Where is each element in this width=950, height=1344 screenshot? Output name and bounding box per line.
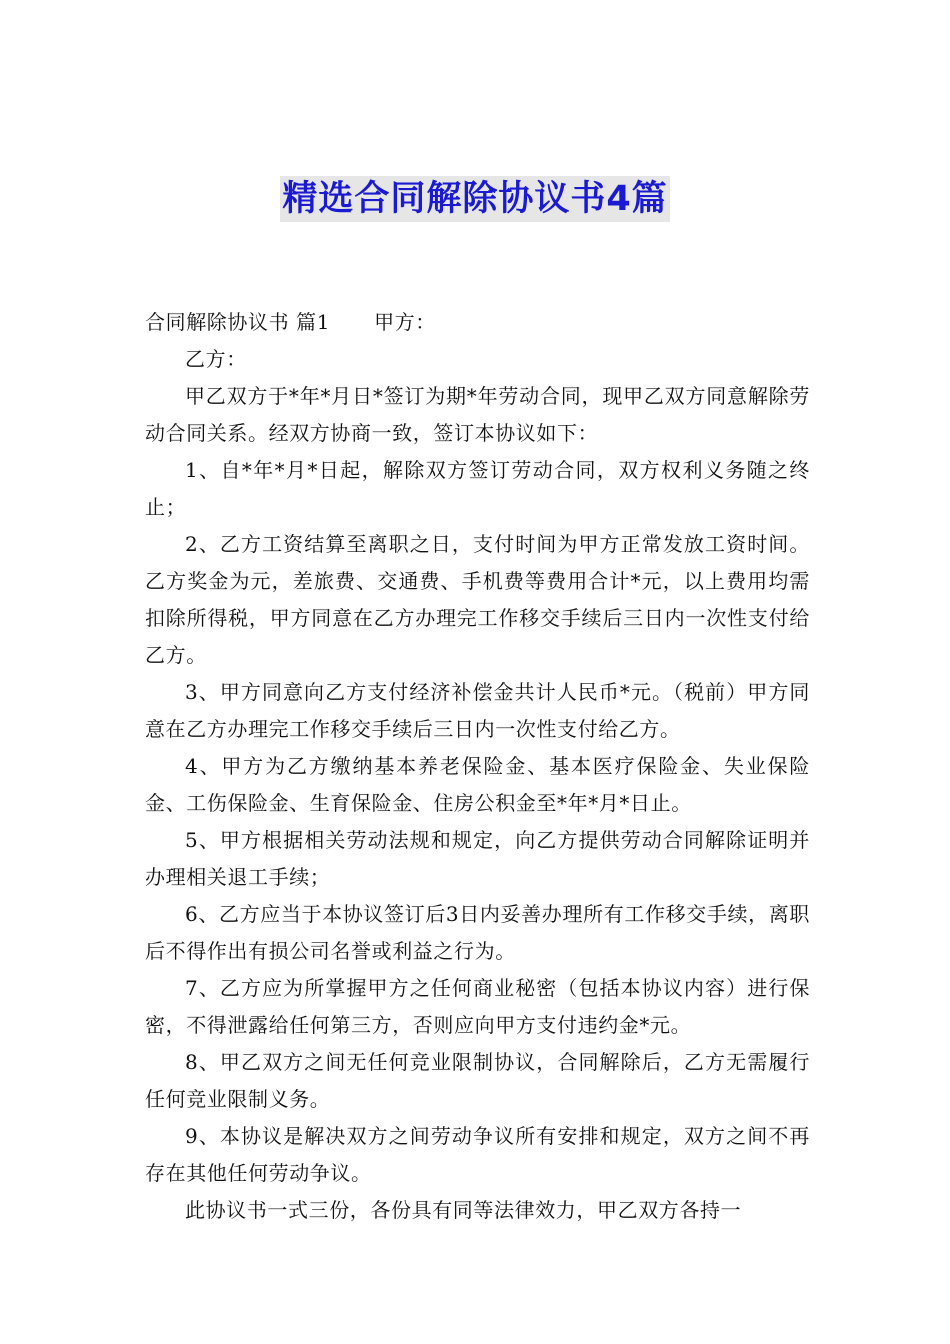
closing-paragraph: 此协议书一式三份，各份具有同等法律效力，甲乙双方各持一 — [185, 1198, 742, 1222]
clause-4: 4、甲方为乙方缴纳基本养老保险金、基本医疗保险金、失业保险金、工伤保险金、生育保险金、住房公积金至*年*月*日止。 — [145, 754, 810, 815]
section-heading: 合同解除协议书 篇1 — [145, 310, 331, 334]
clause-6: 6、乙方应当于本协议签订后3日内妥善办理所有工作移交手续，离职后不得作出有损公司名誉或利益之行为。 — [145, 902, 810, 963]
document-body — [145, 304, 810, 1229]
clause-9: 9、本协议是解决双方之间劳动争议所有安排和规定，双方之间不再存在其他任何劳动争议。 — [145, 1124, 810, 1185]
clause-1: 1、自*年*月*日起，解除双方签订劳动合同，双方权利义务随之终止； — [145, 458, 810, 519]
party-a-label: 甲方： — [374, 310, 436, 334]
paragraph-intro: 甲乙双方于*年*月日*签订为期*年劳动合同，现甲乙双方同意解除劳动合同关系。经双方协商一致，签订本协议如下： — [145, 384, 810, 445]
clause-7: 7、乙方应为所掌握甲方之任何商业秘密（包括本协议内容）进行保密，不得泄露给任何第三方，否则应向甲方支付违约金*元。 — [145, 976, 810, 1037]
heading-line — [145, 304, 810, 341]
clause-3: 3、甲方同意向乙方支付经济补偿金共计人民币*元。（税前）甲方同意在乙方办理完工作移交手续后三日内一次性支付给乙方。 — [145, 680, 810, 741]
clause-8: 8、甲乙双方之间无任何竞业限制协议，合同解除后，乙方无需履行任何竞业限制义务。 — [145, 1050, 810, 1111]
party-b-label: 乙方： — [185, 347, 247, 371]
clause-5: 5、甲方根据相关劳动法规和规定，向乙方提供劳动合同解除证明并办理相关退工手续； — [145, 828, 810, 889]
document-title: 精选合同解除协议书4篇 — [280, 176, 669, 222]
clause-2: 2、乙方工资结算至离职之日，支付时间为甲方正常发放工资时间。乙方奖金为元，差旅费、交通费、手机费等费用合计*元，以上费用均需扣除所得税，甲方同意在乙方办理完工作移交手续后三日内一次性支付给乙方。 — [145, 532, 810, 667]
title-container — [0, 176, 950, 222]
